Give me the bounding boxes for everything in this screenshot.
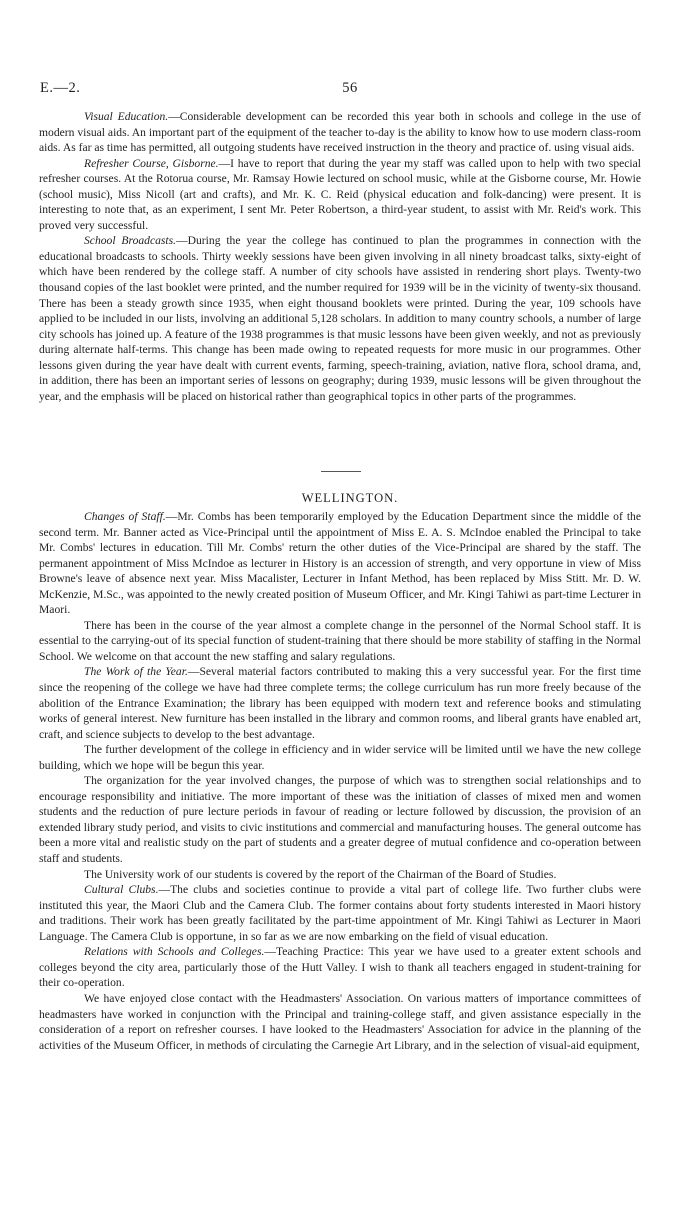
paragraph-text: The organization for the year involved changes, the purpose of which was to strengthen social relationships and to encourage responsibility and initiative. The more important of these was the initiation of classes of mixed men and women students and the reduction of pure lecture periods in favour of reading or lecture followed by discussion, the provision of an extended library study period, and visits to civic institutions and commercial and manufacturing houses. The general outcome has been a more vital and realistic study on the part of students and a greater degree of mutual confidence and co-operation between staff and students. xyxy=(39,774,641,866)
paragraph xyxy=(39,944,641,991)
paragraph-heading: Visual Education. xyxy=(84,110,169,123)
paragraph-text: —Several material factors contributed to making this a very successful year. For the first time since the reopening of the college we have had three complete terms; the college curriculum has run more freely because of the abolition of the Entrance Examination; the library has been equipped with modern text and reference books and stimulating works of general interest. New furniture has been installed in the library and common rooms, and liberal grants have enabled art, craft, and science subjects to develop to the best advantage. xyxy=(39,665,641,741)
paragraph xyxy=(39,509,641,618)
paragraph xyxy=(39,867,641,883)
paragraph-text: The University work of our students is covered by the report of the Chairman of the Board of Studies. xyxy=(84,867,557,881)
paragraph-text: There has been in the course of the year almost a complete change in the personnel of the Normal School staff. It is essential to the carrying-out of its special function of student-training that there should be more stability of staffing in the Normal School. We welcome on that account the new staffing and salary regulations. xyxy=(39,618,641,663)
section-training-college-report xyxy=(39,109,641,404)
paragraph-text: —I have to report that during the year my staff was called upon to help with two special refresher courses. At the Rotorua course, Mr. Ramsay Howie lectured on school music, while at the Gisborne course, Mr. Howie (school music), Miss Nicoll (art and crafts), and Mr. K. C. Reid (physical education and folk-dancing) were present. It is interesting to note that, as an experiment, I sent Mr. Peter Robertson, a third-year student, to assist with Mr. Reid's work. This proved very successful. xyxy=(39,156,641,232)
paragraph-text: We have enjoyed close contact with the Headmasters' Association. On various matters of importance committees of headmasters have worked in conjunction with the Principal and training-college staff, and given assistance especially in the consideration of a report on refresher courses. I have looked to the Headmasters' Association for advice in the planning of the activities of the Museum Officer, in methods of circulating the Carnegie Art Library, and in the selection of visual-aid equipment, xyxy=(39,991,641,1052)
paragraph-heading: School Broadcasts. xyxy=(84,234,177,248)
paragraph xyxy=(39,773,641,866)
paragraph-heading: The Work of the Year. xyxy=(84,665,188,679)
section-divider xyxy=(321,471,361,472)
section-wellington xyxy=(39,509,641,1053)
paragraph xyxy=(39,618,641,665)
paragraph-text: —During the year the college has continued to plan the programmes in connection with the educational broadcasts to schools. Thirty weekly sessions have been given involving in all ninety broadcast talks, sixty-eight of which have been rendered by the college staff. A number of city schools have assisted in rendering short plays. Twenty-two thousand copies of the last booklet were printed, and the number required for 1939 will be in the vicinity of twenty-six thousand. There has been a steady growth since 1935, when eight thousand booklets were printed. During the year, 109 schools have applied to be included in our lists, involving an additional 5,128 scholars. In addition to many country schools, a number of large city schools has joined up. A feature of the 1938 programmes is that music lessons have been given weekly, and not as previously during alternate half-terms. This change has been made owing to repeated requests for more music in our programmes. Other lessons given during the year have dealt with current events, farming, speech-training, aviation, native flora, school drama, and, in addition, there has been an important series of lessons on geography; during 1939, music lessons will be given throughout the year, and the emphasis will be placed on historical rather than geographical topics in other parts of the programmes. xyxy=(39,234,641,403)
paragraph xyxy=(39,742,641,773)
paragraph xyxy=(39,991,641,1053)
page-number: 56 xyxy=(342,80,358,96)
paragraph-text: —Mr. Combs has been temporarily employed by the Education Department since the middle of the second term. Mr. Banner acted as Vice-Principal until the appointment of Miss E. A. S. McIndoe enabled the Principal to take Mr. Combs' lectures in education. Till Mr. Combs' return the other duties of the Vice-Principal are shared by the staff. The permanent appointment of Miss McIndoe as lecturer in History is an accession of strength, and very opportune in view of Miss Browne's leave of absence next year. Miss Macalister, Lecturer in Infant Method, has been replaced by Miss Stitt. Mr. D. W. McKenzie, M.Sc., was appointed to the newly created position of Museum Officer, and Mr. Kingi Tahiwi as part-time Lecturer in Maori. xyxy=(39,510,641,617)
paragraph-text: —Teaching Practice: This year we have used to a greater extent schools and colleges beyond the city area, particularly those of the Hutt Valley. I wish to thank all teachers engaged in student-training for their co-operation. xyxy=(39,945,641,990)
paragraph xyxy=(39,233,641,404)
paragraph-heading: Refresher Course, Gisborne. xyxy=(84,156,219,170)
paragraph-heading: Relations with Schools and Colleges. xyxy=(84,945,265,959)
section-title-wellington: WELLINGTON. xyxy=(301,491,399,505)
paragraph-heading: Changes of Staff. xyxy=(84,510,166,523)
paragraph-text: —The clubs and societies continue to provide a vital part of college life. Two further clubs were instituted this year, the Maori Club and the Camera Club. The former contains about forty students interested in Maori history and traditions. Their work has been greatly facilitated by the part-time appointment of Mr. Kingi Tahiwi as Lecturer in Maori Language. The Camera Club is opportune, in so far as we are now embarking on the field of visual education. xyxy=(39,883,641,943)
page-header xyxy=(40,80,660,100)
paragraph xyxy=(39,882,641,944)
paragraph xyxy=(39,109,641,156)
paragraph xyxy=(39,156,641,234)
paragraph-text: The further development of the college in efficiency and in wider service will be limited until we have the new college building, which we hope will be begun this year. xyxy=(39,743,641,772)
paragraph xyxy=(39,664,641,742)
paragraph-heading: Cultural Clubs. xyxy=(84,883,159,897)
paragraph-text: —Considerable development can be recorded this year both in schools and college in the use of modern visual aids. An important part of the equipment of the teacher to-day is the ability to know how to use modern class-room aids. As far as time has permitted, all outgoing students have received instruction in the theory and practice of. using visual aids. xyxy=(39,110,641,155)
document-reference: E.—2. xyxy=(40,80,81,96)
